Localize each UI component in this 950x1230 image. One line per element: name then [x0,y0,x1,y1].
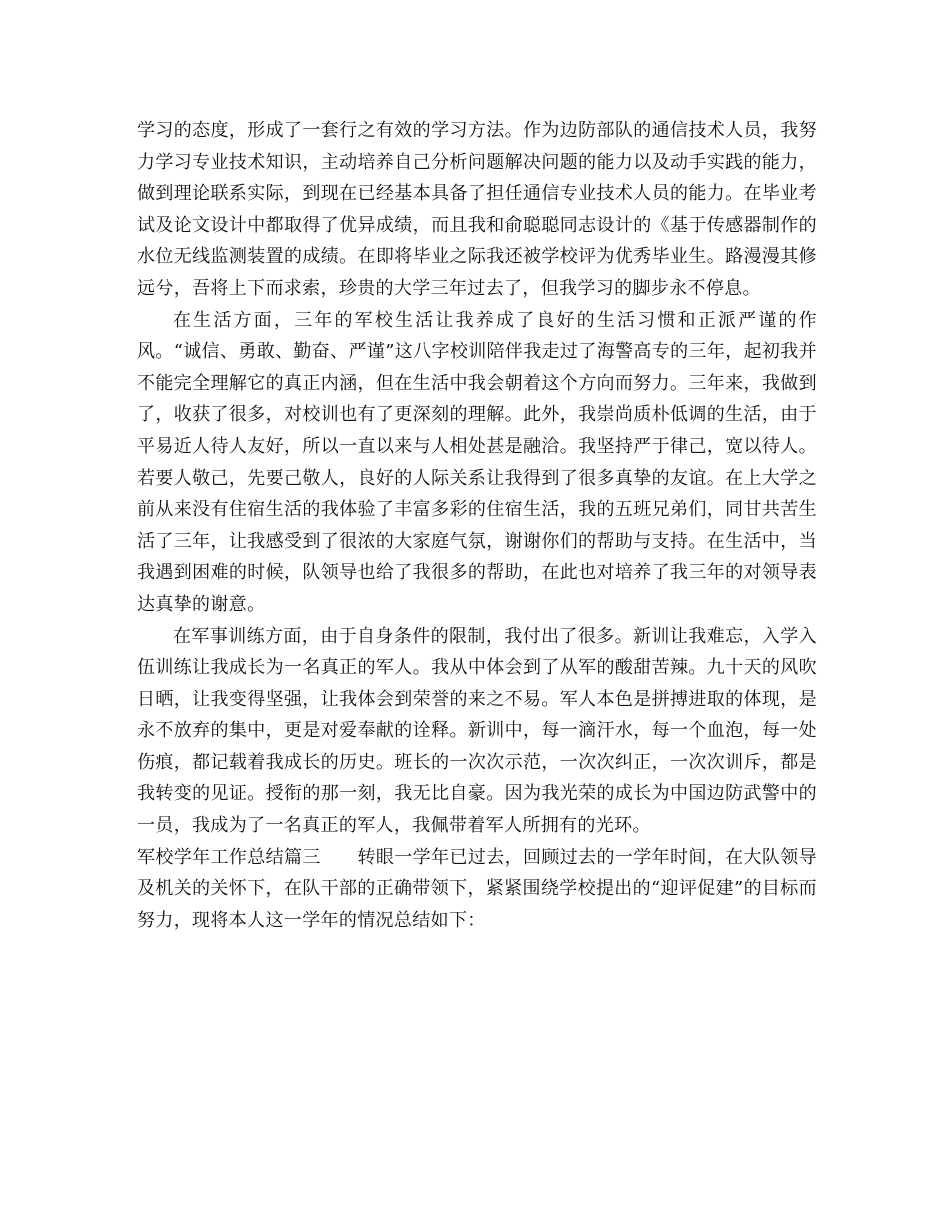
document-body [137,115,817,936]
paragraph-life: 在生活方面，三年的军校生活让我养成了良好的生活习惯和正派严谨的作风。“诚信、勇敢、勤奋、严谨”这八字校训陪伴我走过了海警高专的三年，起初我并不能完全理解它的真正内涵，但在生活中我会朝着这个方向而努力。三年来，我做到了，收获了很多，对校训也有了更深刻的理解。此外，我崇尚质朴低调的生活，由于平易近人待人友好，所以一直以来与人相处甚是融洽。我坚持严于律己，宽以待人。若要人敬己，先要己敬人，良好的人际关系让我得到了很多真挚的友谊。在上大学之前从来没有住宿生活的我体验了丰富多彩的住宿生活，我的五班兄弟们，同甘共苦生活了三年，让我感受到了很浓的大家庭气氛，谢谢你们的帮助与支持。在生活中，当我遇到困难的时候，队领导也给了我很多的帮助，在此也对培养了我三年的对领导表达真挚的谢意。 [137,309,817,615]
paragraph-study-continued: 学习的态度，形成了一套行之有效的学习方法。作为边防部队的通信技术人员，我努力学习专业技术知识，主动培养自己分析问题解决问题的能力以及动手实践的能力，做到理论联系实际，到现在已经基本具备了担任通信专业技术人员的能力。在毕业考试及论文设计中都取得了优异成绩，而且我和俞聪聪同志设计的《基于传感器制作的水位无线监测装置的成绩。在即将毕业之际我还被学校评为优秀毕业生。路漫漫其修远兮，吾将上下而求索，珍贵的大学三年过去了，但我学习的脚步永不停息。 [137,120,817,299]
paragraph-military-training: 在军事训练方面，由于自身条件的限制，我付出了很多。新训让我难忘，入学入伍训练让我成长为一名真正的军人。我从中体会到了从军的酸甜苦辣。九十天的风吹日晒，让我变得坚强，让我体会到荣誉的来之不易。军人本色是拼搏进取的体现，是永不放弃的集中，更是对爱奉献的诠释。新训中，每一滴汗水，每一个血泡，每一处伤痕，都记载着我成长的历史。班长的一次次示范，一次次纠正，一次次训斥，都是我转变的见证。授衔的那一刻，我无比自豪。因为我光荣的成长为中国边防武警中的一员，我成为了一名真正的军人，我佩带着军人所拥有的光环。 [137,625,817,837]
paragraph-section-three-intro: 军校学年工作总结篇三 转眼一学年已过去，回顾过去的一学年时间，在大队领导及机关的关怀下，在队干部的正确带领下，紧紧围绕学校提出的“迎评促建”的目标而努力，现将本人这一学年的情况总结如下： [137,846,817,931]
